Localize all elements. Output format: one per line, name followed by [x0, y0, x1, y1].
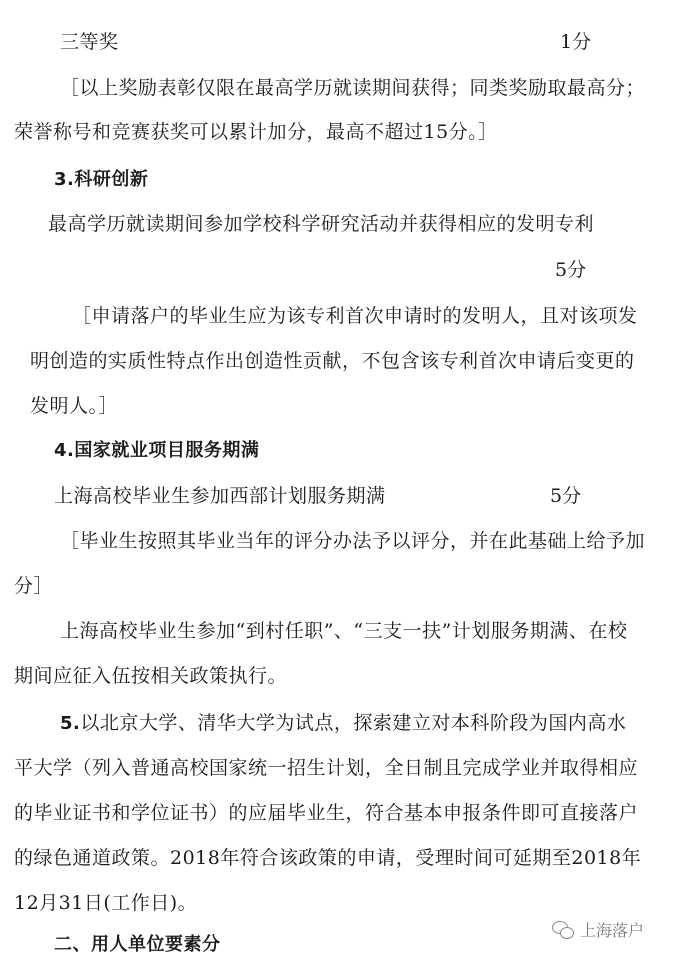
award-third-prize: 三等奖 — [60, 31, 119, 53]
section-heading-research: 3.科研创新 — [54, 169, 149, 190]
research-patent-score: 5分 — [555, 259, 587, 281]
green-channel-line4: 的绿色通道政策。2018年符合该政策的申请，受理时间可延期至2018年 — [14, 847, 642, 869]
green-channel-text: 以北京大学、清华大学为试点，探索建立对本科阶段为国内高水 — [80, 712, 627, 734]
section-heading-employer-factors: 二、用人单位要素分 — [54, 934, 221, 955]
note-awards-line2: 荣誉称号和竞赛获奖可以累计加分，最高不超过15分。］ — [14, 121, 498, 143]
wechat-icon — [552, 921, 574, 939]
green-channel-line3: 的毕业证书和学位证书）的应届毕业生，符合基本申报条件即可直接落户 — [14, 802, 639, 824]
western-plan-item: 上海高校毕业生参加西部计划服务期满 — [54, 485, 386, 507]
village-plan-line1: 上海高校毕业生参加“到村任职”、“三支一扶”计划服务期满、在校 — [60, 620, 628, 642]
note-western-line1: ［毕业生按照其毕业当年的评分办法予以评分，并在此基础上给予加 — [60, 530, 646, 552]
note-awards-line1: ［以上奖励表彰仅限在最高学历就读期间获得；同类奖励取最高分； — [60, 77, 646, 99]
section-heading-employment-project: 4.国家就业项目服务期满 — [54, 440, 260, 461]
award-third-prize-score: 1分 — [560, 31, 592, 53]
note-western-line2: 分］ — [14, 575, 54, 597]
green-channel-line2: 平大学（列入普通高校国家统一招生计划，全日制且完成学业并取得相应 — [14, 757, 639, 779]
green-channel-line1 — [60, 711, 626, 736]
note-patent-line1: ［申请落户的毕业生应为该专利首次申请时的发明人，且对该项发 — [72, 305, 638, 327]
watermark — [552, 918, 644, 941]
western-plan-score: 5分 — [550, 485, 582, 507]
note-patent-line3: 发明人。］ — [30, 395, 119, 417]
watermark-text: 上海落户 — [579, 921, 644, 940]
village-plan-line2: 期间应征入伍按相关政策执行。 — [14, 665, 288, 687]
green-channel-number: 5. — [60, 713, 81, 734]
note-patent-line2: 明创造的实质性特点作出创造性贡献，不包含该专利首次申请后变更的 — [30, 350, 635, 372]
research-patent-item: 最高学历就读期间参加学校科学研究活动并获得相应的发明专利 — [48, 213, 595, 235]
green-channel-line5: 12月31日(工作日)。 — [14, 892, 198, 914]
